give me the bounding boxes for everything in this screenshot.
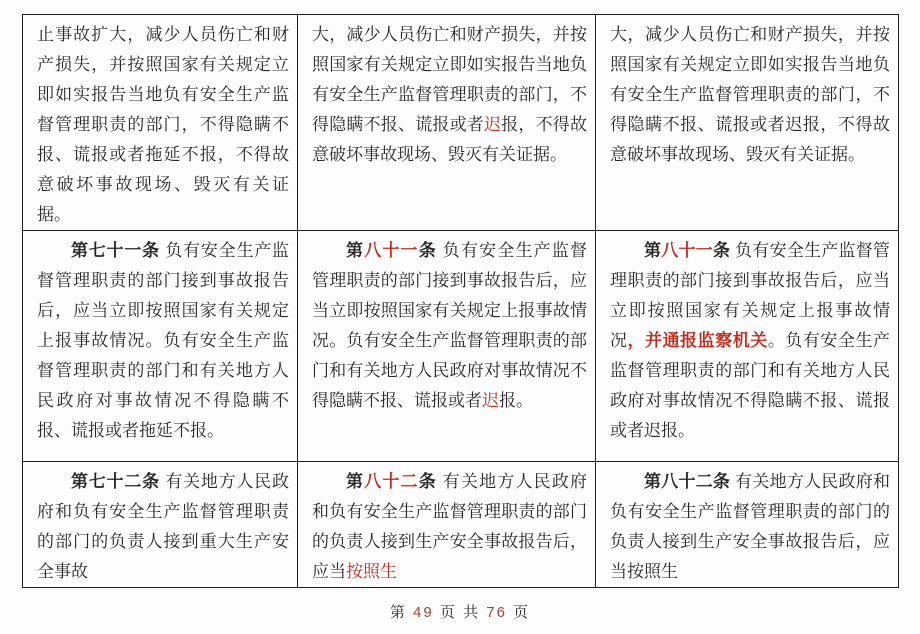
table-cell-r1c3 <box>596 15 899 231</box>
cell-paragraph <box>610 467 890 587</box>
text-run: 。负有安全生产监督管理职责的部门和有关地方人民政府对事故情况不得隐瞒不报、谎报或者迟报。 <box>610 331 891 440</box>
text-run: 报。 <box>499 391 533 410</box>
table-cell-r3c1 <box>23 462 298 588</box>
text-run: 第 <box>346 241 365 260</box>
text-run: 有关地方人民政府和负有安全生产监督管理职责的部门的负责人接到重大生产安全事故 <box>37 472 290 581</box>
table-cell-r2c3 <box>596 231 899 462</box>
text-run: 负有安全生产监督管理职责的部门接到事故报告后，应当立即按照国家有关规定上报事故情况 <box>610 241 890 350</box>
text-run: 迟 <box>484 115 502 134</box>
table-cell-r3c3 <box>596 462 899 588</box>
table-row-article-71-81 <box>23 231 899 462</box>
text-run: 按照生 <box>346 562 397 581</box>
text-run: 八十一 <box>661 241 713 260</box>
cell-paragraph <box>610 236 890 446</box>
cell-paragraph <box>37 20 289 230</box>
table-row-article-72-82 <box>23 462 899 588</box>
text-run: 第 <box>346 472 365 491</box>
cell-paragraph <box>37 236 289 446</box>
text-run: 第七十二条 <box>71 472 160 491</box>
text-run: 迟 <box>482 391 499 410</box>
page-number-footer <box>0 601 920 622</box>
cell-paragraph <box>37 467 289 587</box>
table-cell-r2c1 <box>23 231 298 462</box>
text-run: 止事故扩大，减少人员伤亡和财产损失，并按照国家有关规定立即如实报告当地负有安全生产监督管理职责的部门，不得隐瞒不报、谎报或者拖延不报，不得故意破坏事故现场、毁灭有关证据。 <box>37 25 289 224</box>
text-run: 条 <box>418 472 437 491</box>
text-run: 负有安全生产监督管理职责的部门接到事故报告后，应当立即按照国家有关规定上报事故情况。负有安全生产监督管理职责的部门和有关地方人民政府对事故情况不得隐瞒不报、谎报或者拖延不报。 <box>37 241 290 440</box>
text-run: 八十一 <box>364 241 419 260</box>
table-row-continuation <box>23 15 899 231</box>
table-cell-r2c2 <box>298 231 596 462</box>
text-run: 第八十二条 <box>644 472 731 491</box>
text-run: 76 <box>486 604 507 621</box>
text-run: 负有安全生产监督管理职责的部门接到事故报告后，应当立即按照国家有关规定上报事故情况。负有安全生产监督管理职责的部门和有关地方人民政府对事故情况不得隐瞒不报、谎报或者 <box>312 241 588 410</box>
text-run: 条 <box>712 241 731 260</box>
cell-paragraph <box>312 236 587 416</box>
text-run: ，并通报监察机关 <box>627 331 768 350</box>
table-cell-r3c2 <box>298 462 596 588</box>
cell-paragraph <box>610 20 890 170</box>
text-run: 第 <box>389 604 414 621</box>
text-run: 页 <box>506 604 531 621</box>
text-run: 八十二 <box>364 472 419 491</box>
cell-paragraph <box>312 467 587 587</box>
text-run: 第 <box>644 241 662 260</box>
cell-paragraph <box>312 20 587 170</box>
text-run: 页 共 <box>433 604 487 621</box>
text-run: 报，不得故意破坏事故现场、毁灭有关证据。 <box>312 115 588 164</box>
table-cell-r1c2 <box>298 15 596 231</box>
table-cell-r1c1 <box>23 15 298 231</box>
text-run: 有关地方人民政府和负有安全生产监督管理职责的部门的负责人接到生产安全事故报告后，应当按照生 <box>610 472 890 581</box>
text-run: 大，减少人员伤亡和财产损失，并按照国家有关规定立即如实报告当地负有安全生产监督管理职责的部门，不得隐瞒不报、谎报或者迟报，不得故意破坏事故现场、毁灭有关证据。 <box>610 25 890 164</box>
text-run: 大，减少人员伤亡和财产损失，并按照国家有关规定立即如实报告当地负有安全生产监督管理职责的部门，不得隐瞒不报、谎报或者 <box>312 25 587 134</box>
text-run: 49 <box>413 604 434 621</box>
law-comparison-table <box>22 14 899 588</box>
text-run: 第七十一条 <box>71 241 160 260</box>
text-run: 有关地方人民政府和负有安全生产监督管理职责的部门的负责人接到生产安全事故报告后，应当 <box>312 472 588 581</box>
text-run: 条 <box>418 241 437 260</box>
